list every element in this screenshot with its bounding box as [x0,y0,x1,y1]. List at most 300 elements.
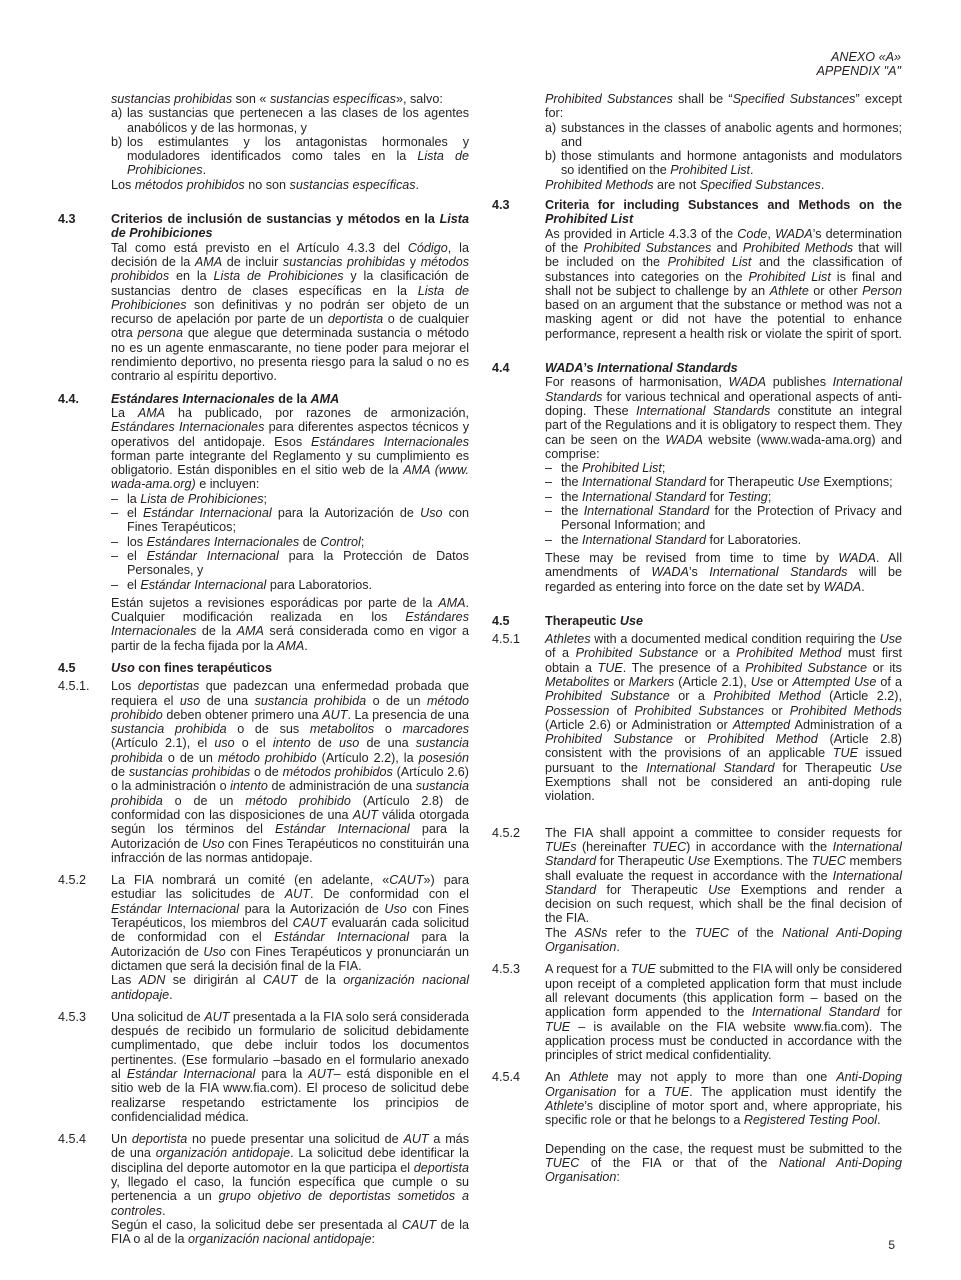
appendix-header [816,50,901,78]
list-text [561,475,893,489]
text-run: sustancia prohibida [254,693,367,708]
text-run: presentada a la FIA solo será considerada después de recibido un formulario de solicitud debidamente cumplimentado, que debe incluir todos los documentos pertinentes. (Ese formulario –basado en el formulario anexado al [111,1009,469,1081]
text-run: a más de una [111,1132,469,1161]
text-run: – está disponible en el sitio web de la FIA www.fia.com). El proceso de solicitud debe realizarse respetando estrictamente los principios de confidencialidad médica. [111,1067,469,1124]
text-run: válida otorgada según los términos del [111,807,470,837]
text-run: . [616,940,620,955]
text-run: Use [750,674,774,689]
dash-marker: – [545,504,553,519]
text-run: los estimulantes y los antagonistas hormonales y moduladores identificados como tales en la [127,134,469,164]
es-section-4-4 [58,392,469,653]
text-run: para la [255,1067,309,1081]
text-run: . [202,163,207,178]
text-run: uso [339,736,360,751]
text-run: Exemptions. The [710,854,812,869]
text-run: Prohibited Method [736,646,842,661]
text-run: Los [111,177,135,192]
text-run: ; [661,461,666,476]
text-run: con Fines Terapéuticos; [127,506,469,535]
en-intro-lead [545,92,902,121]
text-run: Estándar Internacional [126,1067,256,1081]
text-run: organización antidopaje [155,1146,291,1161]
text-run: metabolitos [309,722,375,737]
text-run: As provided in Article 4.3.3 of the [545,226,738,241]
text-run: método prohibido [217,750,317,765]
text-run: Possession [545,703,610,718]
text-run: para diferentes aspectos técnicos y operativos del antidopaje. Esos [111,420,469,449]
en-section-4-5-4 [492,1070,902,1184]
en-section-4-3 [492,198,902,341]
text-run: Depending on the case, the request must be submitted to the [545,1141,902,1156]
section-number: 4.5.1. [58,679,90,694]
text-run: Criteria for including Substances and Methods on the [545,198,902,213]
text-run: Prohibited Substance [545,689,670,704]
text-run: no puede presentar una solicitud de [187,1132,404,1147]
text-run: que alegue que determinada sustancia o método no es un agente enmascarante, no tiene poder para mejorar el rendimiento deportivo, no presenta riesgo para la salud o no es contrario al espíritu deportivo. [111,326,469,384]
list-item [545,475,902,489]
text-run: : [371,1232,375,1247]
text-run: Código [407,240,448,255]
section-body [545,375,902,461]
text-run: Lista de Prohibiciones [127,149,469,178]
text-run: sustancia prohibida [111,722,227,737]
list-text [127,549,469,577]
text-run: AMA [438,595,466,610]
section-number: 4.3 [492,198,510,213]
text-run: that will be included on the [545,240,903,270]
section-body [545,1070,902,1127]
list-text [561,461,665,475]
text-run: of a [876,674,902,689]
text-run: los [127,534,147,549]
text-run: AMA [194,254,223,269]
text-run: are not [653,177,700,192]
dash-marker: – [111,548,119,563]
text-run: . [304,638,308,653]
text-run: WADA [823,579,862,594]
text-run: for a [616,1084,664,1099]
text-run: . Cualquier modificación realizada en los [111,595,469,625]
text-run: will be regarded as entering into force on the date set by [545,565,902,594]
text-run: for [879,1005,902,1020]
text-run: Anti-Doping Organisation [545,1070,902,1099]
list-item [111,506,469,535]
text-run: International Standards [709,565,848,580]
es-section-4-5-1 [58,679,469,865]
text-run: o de un [366,693,427,708]
es-intro-last [111,178,469,192]
text-run: Estándar Internacional [140,577,267,592]
text-run: members shall evaluate the request in accordance with the [545,854,902,883]
text-run: ” except for: [545,92,902,121]
text-run: International Standard [545,839,902,869]
text-run: deportista [327,312,384,327]
text-run: e incluyen: [195,477,260,492]
text-run: Uso [384,901,407,916]
text-run: (hereinafter [576,839,652,854]
text-run: TUE [832,746,858,761]
text-run: International Standard [545,868,902,897]
text-run: grupo objetivo de deportistas sometidos a controles [111,1189,469,1218]
text-run: métodos prohibidos [111,254,469,284]
text-run: National Anti-Doping Organisation [545,925,903,955]
text-run: de incluir [222,254,283,269]
section-number: 4.5.3 [492,962,521,977]
list-text [127,535,364,549]
text-run: the [561,489,583,504]
text-run: y [405,254,421,269]
text-run: Los [111,679,138,694]
text-run: de [310,736,339,751]
text-run: TUE [663,1084,690,1099]
text-run: de administración de una [267,779,416,794]
es-section-4-5-3 [58,1010,469,1124]
text-run: the [561,532,583,547]
text-run: issued pursuant to the [545,746,902,775]
text-run: ; [767,489,772,504]
text-run: National Anti-Doping Organisation [545,1155,902,1185]
section-number: 4.4 [492,361,510,376]
en-section-4-5-3 [492,962,902,1062]
text-run: TUEC [651,839,687,854]
text-run: Prohibited Substance [745,660,867,675]
page-number: 5 [888,1238,895,1252]
text-run: Metabolites [545,674,610,689]
text-run: Prohibited Methods [742,240,854,255]
text-run: métodos prohibidos [282,765,393,780]
text-run: ») para estudiar las solicitudes de [111,873,469,902]
text-run: the [561,461,583,476]
section-number: 4.3 [58,212,76,227]
text-run: ’s determination of the [545,226,902,255]
list-item [111,535,469,549]
text-run: para Laboratorios. [266,577,373,592]
en-section-4-5-1 [492,632,902,804]
list-item [545,490,902,504]
text-run: Estándar Internacional [146,548,279,563]
section-body [545,227,902,341]
text-run: TUEC [694,925,729,940]
text-run: Exemptions; [819,475,893,490]
text-run: forman parte integrante del Reglamento y su cumplimiento es obligatorio. Están disponibles en el sitio web de la [111,448,469,478]
en-intro-item-a [545,121,902,150]
text-run: TUEC [811,854,846,869]
text-run: ) in accordance with the [686,839,833,854]
text-run: La FIA nombrará un comité (en adelante, « [111,873,390,888]
es-intro [58,92,469,192]
text-run: or a [698,646,737,661]
text-run: Athlete [569,1070,609,1085]
text-run: for Laboratories. [705,532,802,547]
text-run: . The presence of a [622,660,746,675]
text-run: publishes [766,375,833,390]
text-run: Prohibited Method [707,732,818,747]
text-run: el [127,548,147,563]
text-run: Use [879,760,902,775]
text-run: International Standards [636,403,771,418]
text-run: . [820,177,825,192]
text-run: CAUT [401,1217,437,1232]
dash-marker: – [545,475,553,490]
text-run: será considerada como en vigor a partir de la fecha fijada por la [111,624,469,653]
text-run: refer to the [607,925,695,940]
text-run: Lista de Prohibiciones [140,491,264,506]
text-run: o de sus [226,722,310,737]
list-item [545,461,902,475]
english-column [492,92,902,1184]
text-run: Use [797,475,820,490]
text-run: Exemptions shall not be considered an anti-doping rule violation. [545,775,902,804]
text-run: Administration of a [790,717,903,732]
text-run: Lista de Prohibiciones [213,269,344,284]
text-run: en la [169,269,214,284]
text-run: International Standards [597,361,738,376]
text-run: submitted to the FIA will only be considered upon receipt of a completed application form that must include all relevant documents (this application form – based on the application form appended to the [545,962,902,1020]
text-run: el [127,577,141,592]
text-run: deportistas [137,679,200,694]
dash-marker: – [545,532,553,547]
text-run: de la [297,973,344,988]
text-run: de la [274,391,311,406]
text-run: is final and shall not be subject to challenge by an [545,269,902,298]
text-run: Prohibited Substances [583,240,712,255]
es-standards-list [111,492,469,592]
text-run: : [616,1170,620,1185]
text-run: These may be revised from time to time by [545,550,839,565]
text-run: Estándar Internacional [274,930,410,945]
list-text [561,490,771,504]
text-run: or other [808,283,863,298]
text-run: . All amendments of [545,550,902,580]
text-run: WADA [545,361,584,376]
text-run: . [162,1203,166,1218]
en-standards-list [545,461,902,547]
text-run: Prohibited List [667,255,752,270]
text-run: of a [545,646,576,661]
text-run: those stimulants and hormone antagonists and modulators so identified on the [561,149,902,178]
text-run: and the classification of substances into categories on the [545,255,902,284]
text-run: . La solicitud debe identificar la disciplina del deporte automotor en la que participa el [111,1146,469,1175]
section-title [545,361,902,375]
en-section-4-5-2 [492,826,902,955]
spanish-column [58,92,469,1247]
text-run: for various technical and operational aspects of anti-doping. These [545,389,902,418]
text-run: (Article 2.6) or Administration or [545,717,733,732]
text-run: – is available on the FIA website www.fia.com). The application process must be conducted in accordance with the principles of strict medical confidentiality. [545,1019,902,1063]
text-run: TUEC [545,1155,580,1170]
text-run: Prohibited List [545,212,634,227]
text-run: Estándar Internacional [275,822,410,837]
text-run: el [127,506,143,521]
text-run: Lista de Prohibiciones [111,212,469,241]
text-run: Control [320,534,361,549]
text-run: TUE [597,660,623,675]
text-run: uso [179,693,201,708]
text-run: for [705,489,728,504]
text-run: ’s [688,565,710,580]
text-run: or [773,674,793,689]
text-run: de una [359,736,416,751]
text-run: Un [111,1132,132,1147]
text-run: International Standard [751,1005,880,1020]
text-run: Tal como está previsto en el Artículo 4.3.3 del [111,240,408,255]
text-run: o [374,722,403,737]
text-run: Athlete [545,1099,585,1113]
text-run: , [767,226,776,241]
header-english: APPENDIX "A" [816,64,901,78]
text-run: Estándares Internacionales [111,391,275,406]
text-run: International Standard [582,475,706,490]
text-run: TUE [545,1019,571,1034]
es-intro-item-b [111,135,469,178]
text-run: Use [687,854,711,869]
text-run: con fines terapéuticos [134,660,272,675]
text-run: método prohibido [111,693,469,722]
text-run: de una [200,693,255,708]
text-run: y la clasificación de sustancias dentro de clases específicas en la [111,269,469,298]
text-run: se dirigirán al [165,973,263,988]
text-run: the [561,475,583,490]
section-title [111,212,469,241]
es-section-4-5-4 [58,1132,469,1246]
text-run: organización nacional antidopaje [188,1232,372,1247]
text-run: Attempted Use [792,674,877,689]
text-run: CAUT [292,916,327,931]
text-run: Prohibited Substance [545,732,673,747]
text-run: WADA [728,375,767,390]
section-body [545,632,902,804]
text-run: o el [234,736,273,751]
text-run: sustancias prohibidas [282,254,406,269]
section-body [111,679,469,865]
text-run: For reasons of harmonisation, [545,375,729,390]
section-number: 4.5.1 [492,632,521,647]
text-run: organización nacional antidopaje [111,973,470,1002]
list-item [545,504,902,533]
text-run: para la Protección de Datos Personales, y [127,548,469,578]
text-run: WADA [651,565,689,580]
text-run: Una solicitud de [111,1009,205,1024]
text-run: . De conformidad con el [309,887,469,902]
section-body [111,1132,469,1218]
section-number: 4.5 [58,660,76,675]
text-run: o de cualquier otra [111,312,469,341]
text-run: Criterios de inclusión de sustancias y métodos en la [111,212,440,227]
text-run: for Therapeutic [705,475,798,490]
text-run: TUEs [545,839,577,854]
text-run: AUT [284,887,310,902]
text-run: for Therapeutic [596,882,709,897]
text-run: son « [232,92,270,106]
text-run: and [711,240,743,255]
list-text [561,533,801,547]
text-run: ASNs [575,925,608,940]
text-run: », salvo: [395,92,443,106]
section-body [111,1010,469,1124]
text-run: Prohibited Substances [545,92,673,106]
text-run: TUE [630,962,656,977]
text-run: Testing [727,489,768,504]
section-number: 4.5.4 [58,1132,87,1147]
text-run: Uso [201,836,225,851]
text-run: Specified Substances [699,177,821,192]
text-run: Therapeutic [545,613,620,628]
dash-marker: – [111,577,119,592]
text-run: método prohibido [245,793,351,808]
en-intro-item-b [545,149,902,178]
text-run: , la decisión de la [111,240,469,269]
text-run: . [415,177,420,192]
section-number: 4.5.2 [58,873,87,888]
text-run: International Standard [582,489,706,504]
text-run: Estándares Internacionales [111,420,265,435]
text-run: para la Autorización de [111,822,469,851]
text-run: ADN [138,973,166,988]
text-run: intento [272,736,311,751]
list-item [545,533,902,547]
text-run: Use [708,882,731,897]
text-run: Estándar Internacional [142,506,272,521]
text-run: CAUT [389,873,424,888]
text-run: Las [111,973,139,988]
text-run: deportista [413,1160,469,1175]
section-body [545,962,902,1062]
text-run: y, llegado el caso, la función específica que cumple o su pertenencia a un [111,1175,469,1204]
text-run: or a [669,689,714,704]
text-run: de la FIA o al de la [111,1217,469,1247]
text-run: AMA (www. wada-ama.org) [111,463,470,492]
text-run: Specified Substances [732,92,856,106]
text-run: (Artículo 2.8) de conformidad con las disposiciones de una [111,793,469,822]
text-run: based on an argument that the substance or method was not a masking agent or did not have the potential to enhance performance, represent a health risk or violate the spirit of sport. [545,298,902,341]
section-title [111,392,469,406]
en-section-4-5 [492,614,902,628]
text-run: evaluarán cada solicitud de conformidad con el [111,916,469,945]
text-run: ha publicado, por razones de armonización, [165,405,469,420]
text-run: WADA [775,226,813,241]
text-run: con Fines Terapéuticos, los miembros del [111,901,469,931]
es-section-4-3 [58,212,469,384]
text-run: . [169,987,173,1002]
text-run: Uso [111,660,135,675]
text-run: Use [619,613,643,628]
text-run: Uso [420,506,443,521]
text-run: Uso [203,944,226,959]
text-run: ’s [583,361,598,376]
list-marker: b) [111,134,123,149]
text-run: AUT [204,1009,230,1024]
list-item [111,549,469,578]
text-run: ’s discipline of motor sport and, where appropriate, his specific role or that he belongs to a [545,1099,902,1128]
text-run: Attempted [732,717,791,732]
text-run: (Article 2.2), [820,689,902,704]
list-text [561,149,902,177]
text-run: International Standard [582,532,706,547]
text-run: Prohibited Methods [789,703,902,718]
text-run: WADA [665,432,703,447]
text-run: (Artículo 2.6) o la administración o [111,765,469,794]
dash-marker: – [545,461,553,476]
text-run: Estándares Internacionales [111,610,469,639]
section-number: 4.5.2 [492,825,521,840]
text-run: International Standard [583,504,710,519]
text-run: Prohibited Substances [634,703,765,718]
text-run: sustancias específicas [289,177,416,192]
text-run: ; [263,491,268,506]
text-run: . [750,163,754,178]
text-run: the [561,504,584,519]
es-section-4-5-2 [58,873,469,1002]
